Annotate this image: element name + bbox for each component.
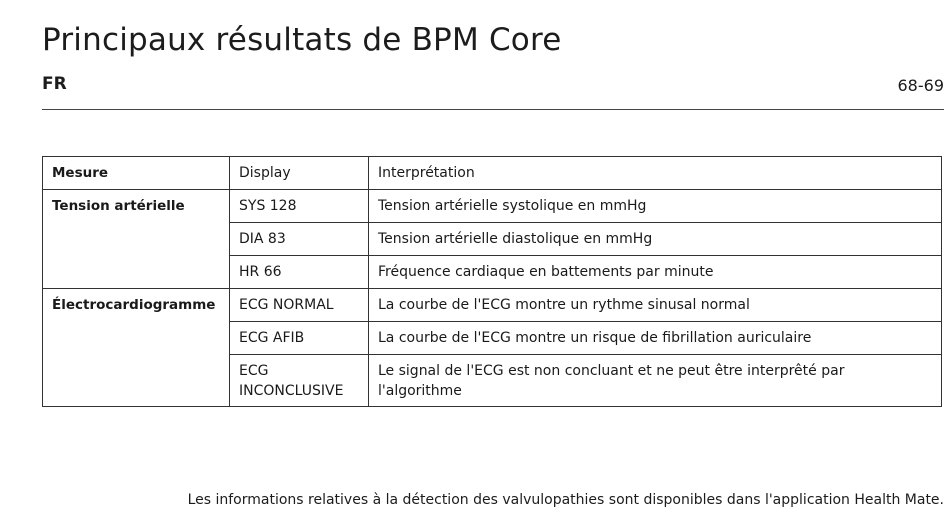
header-divider	[42, 109, 944, 110]
interpretation-cell: La courbe de l'ECG montre un rythme sinusal normal	[369, 289, 942, 322]
display-cell: ECG NORMAL	[230, 289, 369, 322]
display-cell: DIA 83	[230, 223, 369, 256]
display-cell: ECG INCONCLUSIVE	[230, 355, 369, 407]
results-table	[42, 156, 942, 407]
footer-note: Les informations relatives à la détection des valvulopathies sont disponibles dans l'application Health Mate.	[187, 492, 944, 508]
interpretation-cell: Fréquence cardiaque en battements par minute	[369, 256, 942, 289]
column-header-display: Display	[230, 157, 369, 190]
interpretation-cell: Le signal de l'ECG est non concluant et ne peut être interprêté par l'algorithme	[369, 355, 942, 407]
column-header-interpretation: Interprétation	[369, 157, 942, 190]
table-row	[43, 289, 942, 322]
page-title: Principaux résultats de BPM Core	[42, 22, 562, 58]
measure-cell: Tension artérielle	[43, 190, 230, 289]
table-header-row	[43, 157, 942, 190]
page-numbers: 68-69	[897, 76, 944, 95]
measure-cell: Électrocardiogramme	[43, 289, 230, 407]
table-row	[43, 190, 942, 223]
display-cell: HR 66	[230, 256, 369, 289]
column-header-measure: Mesure	[43, 157, 230, 190]
interpretation-cell: Tension artérielle systolique en mmHg	[369, 190, 942, 223]
display-cell: SYS 128	[230, 190, 369, 223]
display-cell: ECG AFIB	[230, 322, 369, 355]
interpretation-cell: Tension artérielle diastolique en mmHg	[369, 223, 942, 256]
interpretation-cell: La courbe de l'ECG montre un risque de fibrillation auriculaire	[369, 322, 942, 355]
language-code: FR	[42, 74, 67, 94]
